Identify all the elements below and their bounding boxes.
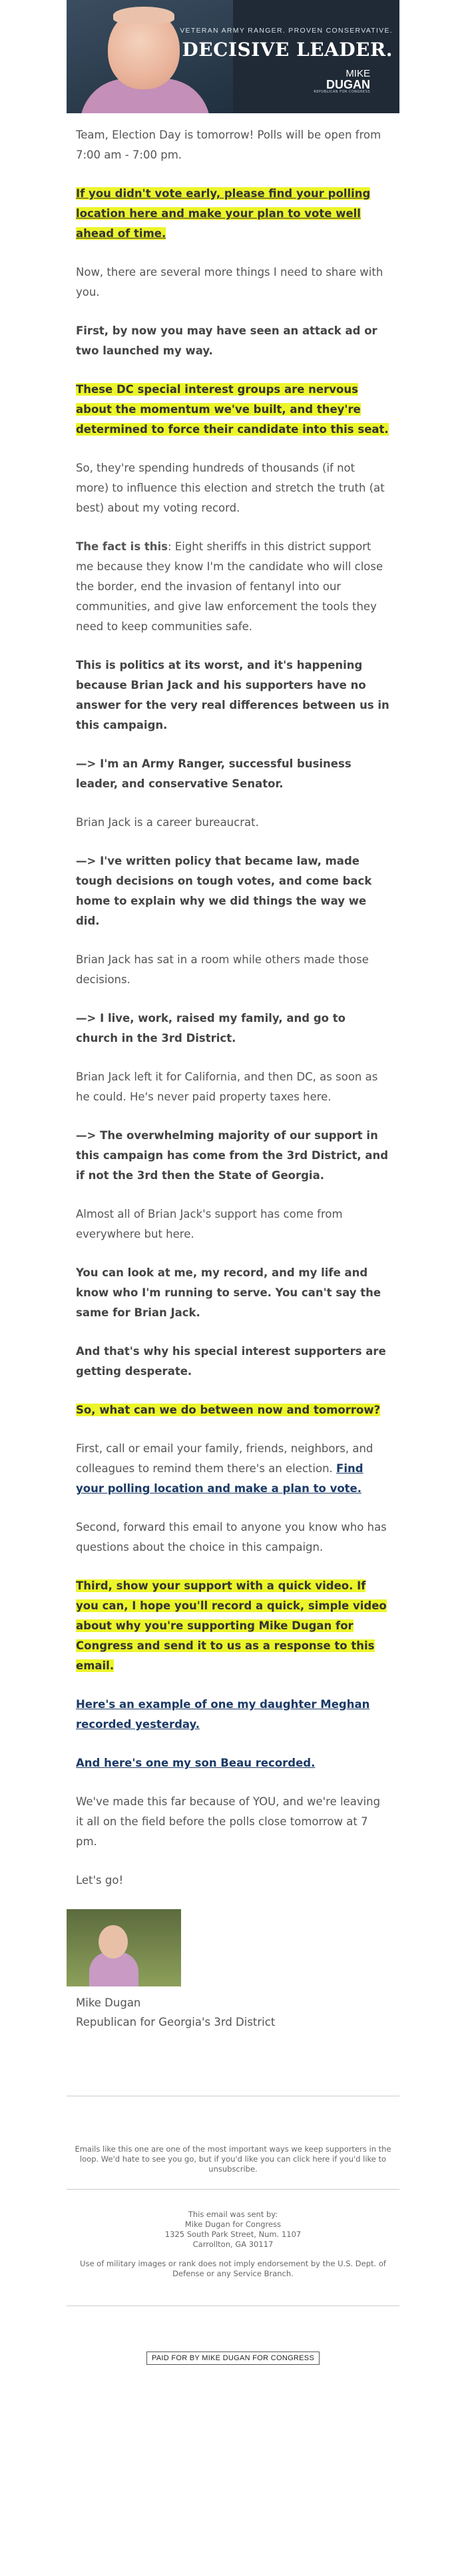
signature-photo: [67, 1909, 181, 1986]
paragraph: First, call or email your family, friends, neighbors, and colleagues to remind them there's an election. Find your polling location and make a plan to vote.: [76, 1442, 373, 1495]
paragraph: —> I'm an Army Ranger, successful business leader, and conservative Senator.: [76, 757, 351, 790]
sender-info: This email was sent by: Mike Dugan for Congress 1325 South Park Street, Num. 1107 Carrollton, GA 30117 Use of military images or rank does not imply endorsement by the U.S. Dept. of Defense or any Service Branch.: [80, 2210, 386, 2278]
signature-title: Republican for Georgia's 3rd District: [76, 2016, 276, 2028]
paragraph: —> I live, work, raised my family, and go to church in the 3rd District.: [76, 1012, 346, 1045]
highlighted-paragraph: So, what can we do between now and tomorrow?: [76, 1404, 381, 1416]
header-subtitle: REPUBLICAN FOR CONGRESS: [314, 90, 370, 94]
meghan-video-link[interactable]: Here's an example of one my daughter Meghan recorded yesterday.: [76, 1698, 370, 1731]
paragraph: The fact is this: Eight sheriffs in this district support me because they know I'm the candidate who will close the border, end the invasion of fentanyl into our communities, and give law enforcement the tools they need to keep communities safe.: [76, 540, 383, 633]
email-container: [67, 0, 399, 2365]
header-banner: [67, 0, 399, 113]
unsubscribe-link[interactable]: click here: [293, 2154, 330, 2164]
highlighted-paragraph: These DC special interest groups are nervous about the momentum we've built, and they're determined to force their candidate into this seat.: [76, 383, 389, 436]
paragraph: Team, Election Day is tomorrow! Polls will be open from 7:00 am - 7:00 pm.: [76, 129, 381, 161]
unsubscribe-notice: Emails like this one are one of the most important ways we keep supporters in the loop. We'd hate to see you go, but if you'd like you can click here if you'd like to unsubscribe.: [75, 2144, 391, 2174]
header-headline: DECISIVE LEADER.: [182, 39, 393, 61]
paragraph: You can look at me, my record, and my life and know who I'm running to serve. You can't say the same for Brian Jack.: [76, 1266, 381, 1319]
paid-for-disclaimer: PAID FOR BY MIKE DUGAN FOR CONGRESS: [146, 2352, 320, 2365]
signature-name: Mike Dugan: [76, 1996, 141, 2009]
paragraph: Brian Jack has sat in a room while others made those decisions.: [76, 953, 369, 986]
paragraph: Brian Jack left it for California, and then DC, as soon as he could. He's never paid property taxes here.: [76, 1071, 378, 1103]
header-candidate-name: MIKE DUGAN: [326, 68, 370, 91]
paragraph: Let's go!: [76, 1874, 124, 1887]
paragraph: Brian Jack is a career bureaucrat.: [76, 816, 259, 829]
find-polling-location-link[interactable]: Find your polling location and make a plan to vote.: [76, 1462, 363, 1495]
paragraph: Almost all of Brian Jack's support has come from everywhere but here.: [76, 1208, 343, 1240]
paragraph: First, by now you may have seen an attack ad or two launched my way.: [76, 324, 377, 357]
signature: [76, 1909, 390, 2032]
highlighted-paragraph: Third, show your support with a quick video. If you can, I hope you'll record a quick, simple video about why you're supporting Mike Dugan for Congress and send it to us as a response to this email.: [76, 1579, 387, 1672]
email-body: [67, 113, 399, 2032]
paragraph: Now, there are several more things I need to share with you.: [76, 266, 383, 298]
header-tagline: VETERAN ARMY RANGER. PROVEN CONSERVATIVE.: [180, 27, 393, 35]
beau-video-link[interactable]: And here's one my son Beau recorded.: [76, 1757, 316, 1769]
paragraph: This is politics at its worst, and it's happening because Brian Jack and his supporters have no answer for the very real differences between us in this campaign.: [76, 659, 389, 731]
paragraph: And that's why his special interest supporters are getting desperate.: [76, 1345, 386, 1378]
paragraph: We've made this far because of YOU, and we're leaving it all on the field before the polls close tomorrow at 7 pm.: [76, 1795, 381, 1848]
paragraph: So, they're spending hundreds of thousands (if not more) to influence this election and stretch the truth (at best) about my voting record.: [76, 462, 385, 514]
paragraph: Second, forward this email to anyone you know who has questions about the choice in this campaign.: [76, 1521, 387, 1553]
paragraph: —> I've written policy that became law, made tough decisions on tough votes, and come back home to explain why we did things the way we did.: [76, 855, 372, 927]
polling-location-link[interactable]: If you didn't vote early, please find your polling location here and make your plan to vote well ahead of time.: [76, 187, 371, 240]
paragraph: —> The overwhelming majority of our support in this campaign has come from the 3rd District, and if not the 3rd then the State of Georgia.: [76, 1129, 389, 1182]
